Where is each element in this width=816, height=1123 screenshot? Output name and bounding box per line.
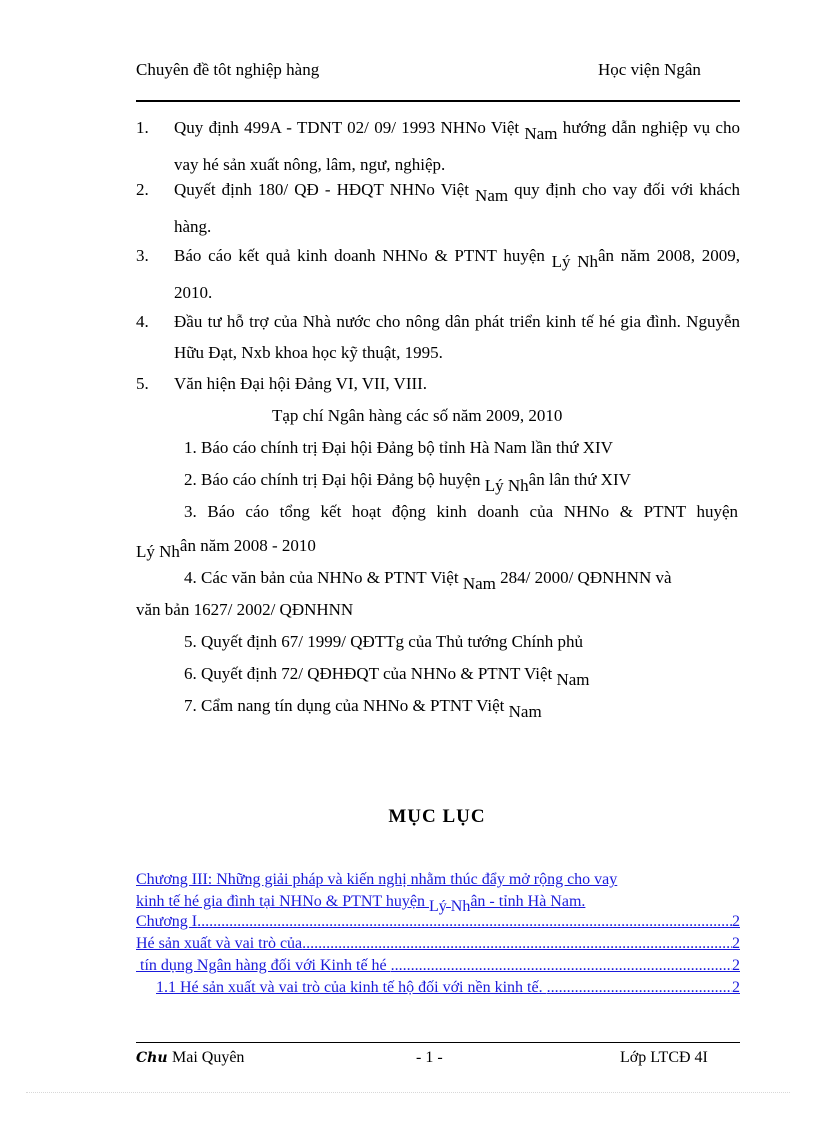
document-item bbox=[184, 696, 542, 722]
header-divider bbox=[136, 100, 740, 102]
reference-text: Văn hiện Đại hội Đảng VI, VII, VIII. bbox=[174, 374, 428, 393]
document-text: 6. Quyết định 72/ QĐHĐQT của NHNo & PTNT Việt bbox=[184, 664, 557, 683]
toc-text: 1.1 Hé sản xuất và vai trò của kinh tế hộ đối với nền kinh tế. bbox=[156, 979, 547, 996]
document-item-continued bbox=[136, 536, 316, 562]
reference-text: Nam bbox=[524, 124, 558, 143]
document-text: 284/ 2000/ QĐNHNN và bbox=[495, 568, 672, 587]
toc-leader bbox=[197, 912, 732, 932]
reference-text: Nam bbox=[475, 186, 509, 205]
header-right-title: Học viện Ngân bbox=[598, 60, 701, 79]
document-text: 7. Cẩm nang tín dụng của NHNo & PTNT Việt bbox=[184, 696, 509, 715]
page-bottom-dotted-line bbox=[26, 1092, 790, 1093]
header-left-title: Chuyên đề tôt nghiệp hàng bbox=[136, 60, 320, 79]
reference-text: Lý Nh bbox=[551, 252, 598, 271]
reference-number: 3. bbox=[136, 246, 149, 265]
toc-text: Chương I bbox=[136, 913, 198, 930]
footer-author: Mai Quyên bbox=[172, 1049, 245, 1066]
document-text: Lý Nh bbox=[484, 476, 529, 495]
document-text: Nam bbox=[556, 670, 590, 689]
reference-text: Đầu tư hỗ trợ của Nhà nước cho nông dân phát triển kinh tế hé gia đình. Nguyễn Hữu Đạt, Nxb khoa học kỹ thuật, 1995. bbox=[174, 312, 740, 362]
footer-divider bbox=[136, 1042, 740, 1043]
footer-page-number: - 1 - bbox=[416, 1049, 443, 1066]
reference-number: 5. bbox=[136, 374, 149, 393]
document-item bbox=[184, 470, 631, 496]
author-signature: Chu bbox=[136, 1050, 168, 1066]
reference-item bbox=[136, 306, 740, 368]
document-text: ân lân thứ XIV bbox=[528, 470, 631, 489]
toc-leader bbox=[391, 956, 732, 976]
reference-text: Báo cáo kết quả kinh doanh NHNo & PTNT huyện bbox=[174, 246, 552, 265]
reference-text: Quy định 499A - TDNT 02/ 09/ 1993 NHNo Việt bbox=[174, 118, 525, 137]
document-item: 1. Báo cáo chính trị Đại hội Đảng bộ tỉnh Hà Nam lần thứ XIV bbox=[184, 438, 613, 457]
toc-link-subsection[interactable] bbox=[156, 978, 740, 998]
reference-text: hướng dẫn nghiệp vụ cho vay hé sản xuất nông, lâm, ngư, nghiệp. bbox=[174, 118, 740, 174]
toc-text: kinh tế hé gia đình tại NHNo & PTNT huyện bbox=[136, 893, 429, 910]
document-item bbox=[184, 664, 590, 690]
document-item-continued: văn bản 1627/ 2002/ QĐNHNN bbox=[136, 600, 354, 619]
toc-page-number: 2 bbox=[732, 935, 740, 952]
document-item: 5. Quyết định 67/ 1999/ QĐTTg của Thủ tướng Chính phủ bbox=[184, 632, 583, 651]
document-item bbox=[184, 568, 672, 594]
document-text: Nam bbox=[462, 574, 496, 593]
toc-text: tín dụng Ngân hàng đối với Kinh tế hé bbox=[136, 957, 391, 974]
reference-number: 2. bbox=[136, 180, 149, 199]
toc-link-section[interactable] bbox=[136, 956, 740, 976]
document-item: 3. Báo cáo tổng kết hoạt động kinh doanh của NHNo & PTNT huyện bbox=[184, 502, 738, 521]
toc-text: Hé sản xuất và vai trò của bbox=[136, 935, 303, 952]
journal-line: Tạp chí Ngân hàng các số năm 2009, 2010 bbox=[272, 406, 563, 425]
toc-page-number: 2 bbox=[732, 979, 740, 996]
toc-link-section[interactable] bbox=[136, 934, 740, 954]
reference-text: quy định cho vay đối với khách hàng. bbox=[174, 180, 741, 236]
toc-link-chapter-3[interactable]: Chương III: Những giải pháp và kiến nghị nhằm thúc đẩy mở rộng cho vay bbox=[136, 871, 618, 888]
reference-item bbox=[136, 174, 740, 236]
toc-title: MỤC LỤC bbox=[388, 806, 486, 827]
reference-item bbox=[136, 368, 740, 399]
document-text: 4. Các văn bản của NHNo & PTNT Việt bbox=[184, 568, 463, 587]
toc-link-chapter-1[interactable] bbox=[136, 912, 740, 932]
reference-item bbox=[136, 112, 740, 174]
toc-text: Lý Nh bbox=[429, 898, 471, 915]
toc-page-number: 2 bbox=[732, 957, 740, 974]
document-text: Nam bbox=[508, 702, 542, 721]
reference-item bbox=[136, 240, 740, 302]
document-text: ân năm 2008 - 2010 bbox=[179, 536, 316, 555]
footer-class: Lớp LTCĐ 4I bbox=[620, 1049, 708, 1066]
document-text: 2. Báo cáo chính trị Đại hội Đảng bộ huyện bbox=[184, 470, 485, 489]
toc-text: ân - tỉnh Hà Nam. bbox=[470, 893, 586, 910]
document-text: Lý Nh bbox=[136, 542, 180, 561]
toc-leader bbox=[547, 978, 732, 998]
reference-text: ân năm 2008, 2009, 2010. bbox=[174, 246, 740, 302]
reference-number: 1. bbox=[136, 118, 149, 137]
reference-number: 4. bbox=[136, 312, 149, 331]
toc-leader bbox=[302, 934, 732, 954]
toc-page-number: 2 bbox=[732, 913, 740, 930]
reference-text: Quyết định 180/ QĐ - HĐQT NHNo Việt bbox=[174, 180, 476, 199]
